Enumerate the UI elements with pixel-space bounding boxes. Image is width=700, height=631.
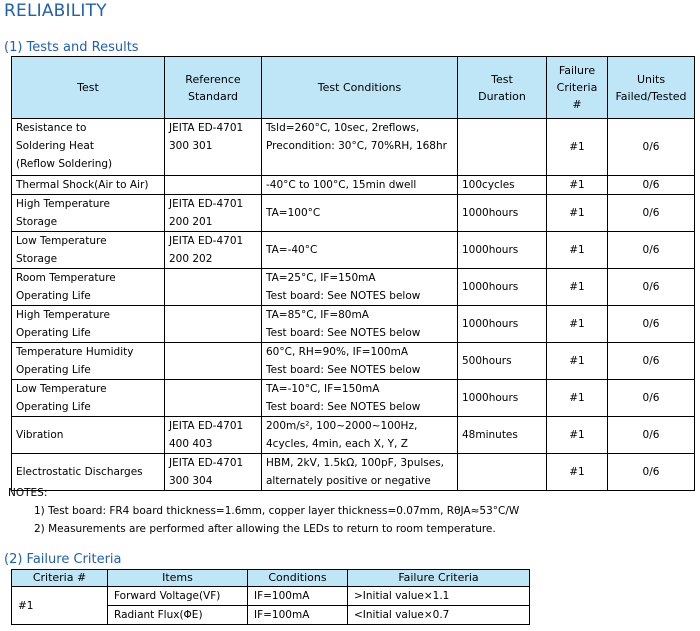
- reference-standard: JEITA ED-4701 200 201: [165, 195, 262, 232]
- note-2: 2) Measurements are performed after allowing the LEDs to return to room temperature.: [34, 523, 496, 535]
- reference-standard: [165, 176, 262, 195]
- units-failed-tested: 0/6: [608, 454, 695, 491]
- test-duration: 1000hours: [458, 380, 547, 417]
- header-test: Test: [12, 57, 165, 119]
- section-tests-title: (1) Tests and Results: [4, 40, 139, 55]
- test-duration: 48minutes: [458, 417, 547, 454]
- fc-criteria: >Initial value×1.1: [348, 587, 530, 606]
- test-name: Thermal Shock(Air to Air): [12, 176, 165, 195]
- test-duration: 500hours: [458, 343, 547, 380]
- test-conditions: 60°C, RH=90%, IF=100mA Test board: See NOTES below: [262, 343, 458, 380]
- failure-criteria: #1: [547, 195, 608, 232]
- fc-group: #1: [12, 587, 108, 625]
- fc-header-items: Items: [108, 570, 248, 587]
- failure-criteria: #1: [547, 380, 608, 417]
- fc-criteria: <Initial value×0.7: [348, 606, 530, 625]
- header-failure-criteria: Failure Criteria #: [547, 57, 608, 119]
- reference-standard: JEITA ED-4701 400 403: [165, 417, 262, 454]
- test-name: Electrostatic Discharges: [12, 454, 165, 491]
- test-name: Low Temperature Storage: [12, 232, 165, 269]
- units-failed-tested: 0/6: [608, 176, 695, 195]
- test-conditions: -40°C to 100°C, 15min dwell: [262, 176, 458, 195]
- test-duration: [458, 119, 547, 176]
- test-duration: 1000hours: [458, 232, 547, 269]
- units-failed-tested: 0/6: [608, 195, 695, 232]
- note-1: 1) Test board: FR4 board thickness=1.6mm, copper layer thickness=0.07mm, RθJA≈53°C/W: [34, 505, 520, 517]
- test-row: [12, 195, 695, 232]
- reference-standard: JEITA ED-4701 300 301: [165, 119, 262, 176]
- fc-item: Radiant Flux(ΦE): [108, 606, 248, 625]
- header-test-conditions: Test Conditions: [262, 57, 458, 119]
- test-row: [12, 232, 695, 269]
- failure-criteria: #1: [547, 417, 608, 454]
- reference-standard: [165, 306, 262, 343]
- test-conditions: TA=-10°C, IF=150mA Test board: See NOTES below: [262, 380, 458, 417]
- failure-criteria: #1: [547, 232, 608, 269]
- test-row: [12, 417, 695, 454]
- section-failure-criteria-title: (2) Failure Criteria: [4, 552, 122, 567]
- test-name: Temperature Humidity Operating Life: [12, 343, 165, 380]
- test-conditions: TA=-40°C: [262, 232, 458, 269]
- units-failed-tested: 0/6: [608, 269, 695, 306]
- tests-results-table: [11, 56, 695, 491]
- test-row: [12, 306, 695, 343]
- test-conditions: TA=85°C, IF=80mA Test board: See NOTES below: [262, 306, 458, 343]
- reference-standard: JEITA ED-4701 200 202: [165, 232, 262, 269]
- test-name: High Temperature Storage: [12, 195, 165, 232]
- failure-criteria: #1: [547, 454, 608, 491]
- units-failed-tested: 0/6: [608, 119, 695, 176]
- test-conditions: HBM, 2kV, 1.5kΩ, 100pF, 3pulses, alternately positive or negative: [262, 454, 458, 491]
- units-failed-tested: 0/6: [608, 417, 695, 454]
- test-name: Vibration: [12, 417, 165, 454]
- test-duration: 100cycles: [458, 176, 547, 195]
- header-units-failed: Units Failed/Tested: [608, 57, 695, 119]
- failure-criteria: #1: [547, 343, 608, 380]
- header-test-duration: Test Duration: [458, 57, 547, 119]
- units-failed-tested: 0/6: [608, 380, 695, 417]
- test-conditions: TA=100°C: [262, 195, 458, 232]
- test-conditions: TA=25°C, IF=150mA Test board: See NOTES below: [262, 269, 458, 306]
- test-row: [12, 269, 695, 306]
- fc-item: Forward Voltage(VF): [108, 587, 248, 606]
- fc-condition: IF=100mA: [248, 587, 348, 606]
- fc-header-criteria: Criteria #: [12, 570, 108, 587]
- test-name: Resistance to Soldering Heat (Reflow Soldering): [12, 119, 165, 176]
- test-row: [12, 119, 695, 176]
- test-duration: 1000hours: [458, 269, 547, 306]
- units-failed-tested: 0/6: [608, 306, 695, 343]
- failure-criteria: #1: [547, 176, 608, 195]
- test-duration: 1000hours: [458, 195, 547, 232]
- test-name: Low Temperature Operating Life: [12, 380, 165, 417]
- test-row: [12, 380, 695, 417]
- test-conditions: Tsld=260°C, 10sec, 2reflows, Precondition: 30°C, 70%RH, 168hr: [262, 119, 458, 176]
- fc-condition: IF=100mA: [248, 606, 348, 625]
- notes-label: NOTES:: [8, 487, 48, 499]
- test-duration: 1000hours: [458, 306, 547, 343]
- fc-header-conditions: Conditions: [248, 570, 348, 587]
- failure-criteria: #1: [547, 306, 608, 343]
- failure-criteria: #1: [547, 119, 608, 176]
- test-row: [12, 176, 695, 195]
- units-failed-tested: 0/6: [608, 343, 695, 380]
- failure-criteria-table: [11, 569, 530, 625]
- header-reference-standard: Reference Standard: [165, 57, 262, 119]
- fc-header-failure: Failure Criteria: [348, 570, 530, 587]
- failure-criteria: #1: [547, 269, 608, 306]
- test-conditions: 200m/s², 100~2000~100Hz, 4cycles, 4min, each X, Y, Z: [262, 417, 458, 454]
- test-name: Room Temperature Operating Life: [12, 269, 165, 306]
- reference-standard: [165, 343, 262, 380]
- reference-standard: JEITA ED-4701 300 304: [165, 454, 262, 491]
- units-failed-tested: 0/6: [608, 232, 695, 269]
- test-name: High Temperature Operating Life: [12, 306, 165, 343]
- reference-standard: [165, 269, 262, 306]
- notes: [8, 484, 519, 538]
- reference-standard: [165, 380, 262, 417]
- test-row: [12, 343, 695, 380]
- page-title: RELIABILITY: [4, 1, 107, 21]
